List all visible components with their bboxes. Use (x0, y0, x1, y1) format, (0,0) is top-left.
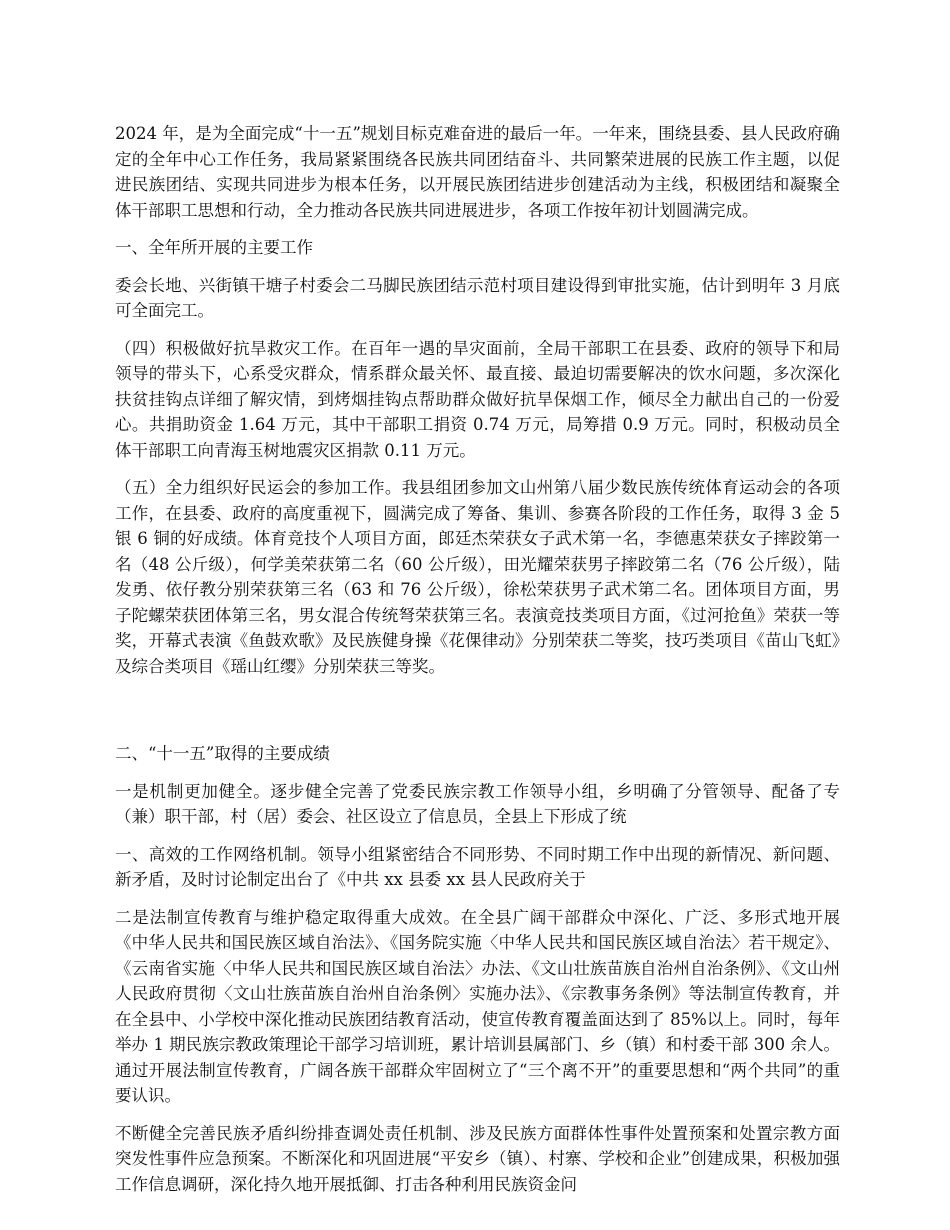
paragraph-legal-education: 二是法制宣传教育与维护稳定取得重大成效。在全县广阔干部群众中深化、广泛、多形式地开展《中华人民共和国民族区域自治法》、《国务院实施〈中华人民共和国民族区域自治法〉若干规定》、《云南省实施〈中华人民共和国民族区域自治法〉办法、《文山壮族苗族自治州自治条例》、《文山州人民政府贯彻〈文山壮族苗族自治州自治条例〉实施办法》、《宗教事务条例》等法制宣传教育，并在全县中、小学校中深化推动民族团结教育活动，使宣传教育覆盖面达到了 85%以上。同时，每年举办 1 期民族宗教政策理论干部学习培训班，累计培训县属部门、乡（镇）和村委干部 300 余人。通过开展法制宣传教育，广阔各族干部群众牢固树立了“三个离不开”的重要思想和“两个共同”的重要认识。 (115, 907, 840, 1105)
paragraph-drought-relief: （四）积极做好抗旱救灾工作。在百年一遇的旱灾面前，全局干部职工在县委、政府的领导下和局领导的带头下，心系受灾群众，情系群众最关怀、最直接、最迫切需要解决的饮水问题，多次深化扶贫挂钩点详细了解灾情，到烤烟挂钩点帮助群众做好抗旱保烟工作，倾尽全力献出自己的一份爱心。共捐助资金 1.64 万元，其中干部职工捐资 0.74 万元，局筹措 0.9 万元。同时，积极动员全体干部职工向青海玉树地震灾区捐款 0.11 万元。 (115, 338, 840, 460)
intro-paragraph: 2024 年，是为全面完成“十一五”规划目标克难奋进的最后一年。一年来，围绕县委、县人民政府确定的全年中心工作任务，我局紧紧围绕各民族共同团结奋斗、共同繁荣进展的民族工作主题，以促进民族团结、实现共同进步为根本任务，以开展民族团结进步创建活动为主线，积极团结和凝聚全体干部职工思想和行动，全力推动各民族共同进展进步，各项工作按年初计划圆满完成。 (115, 124, 840, 220)
paragraph-demonstration-village: 委会长地、兴街镇干塘子村委会二马脚民族团结示范村项目建设得到审批实施，估计到明年 3 月底可全面完工。 (115, 275, 840, 320)
paragraph-work-network: 一、高效的工作网络机制。领导小组紧密结合不同形势、不同时期工作中出现的新情况、新问题、新矛盾，及时讨论制定出台了《中共 xx 县委 xx 县人民政府关于 (115, 844, 840, 889)
section-spacer (115, 691, 840, 741)
section-heading-1: 一、全年所开展的主要工作 (115, 238, 313, 257)
paragraph-ethnic-games: （五）全力组织好民运会的参加工作。我县组团参加文山州第八届少数民族传统体育运动会的各项工作，在县委、政府的高度重视下，圆满完成了筹备、集训、参赛各阶段的工作任务，取得 3 金 5 银 6 铜的好成绩。体育竞技个人项目方面，郎廷杰荣获女子武术第一名，李德惠荣获女子摔跤第一名（48 公斤级），何学美荣获第二名（60 公斤级），田光耀荣获男子摔跤第二名（76 公斤级），陆发勇、依仔教分别荣获第三名（63 和 76 公斤级），徐松荣获男子武术第二名。团体项目方面，男子陀螺荣获团体第三名，男女混合传统弩荣获第三名。表演竞技类项目方面，《过河抢鱼》荣获一等奖，开幕式表演《鱼鼓欢歌》及民族健身操《花倮律动》分别荣获二等奖，技巧类项目《苗山飞虹》及综合类项目《瑶山红缨》分别荣获三等奖。 (115, 478, 840, 676)
section-heading-2: 二、“十一五”取得的主要成绩 (115, 744, 330, 763)
paragraph-mechanism: 一是机制更加健全。逐步健全完善了党委民族宗教工作领导小组，乡明确了分管领导、配备了专（兼）职干部，村（居）委会、社区设立了信息员，全县上下形成了统 (115, 781, 840, 826)
paragraph-dispute-handling: 不断健全完善民族矛盾纠纷排查调处责任机制、涉及民族方面群体性事件处置预案和处置宗教方面突发性事件应急预案。不断深化和巩固进展“平安乡（镇）、村寨、学校和企业”创建成果，积极加强工作信息调研，深化持久地开展抵御、打击各种利用民族资金问 (115, 1123, 840, 1194)
document-page (115, 121, 840, 1209)
